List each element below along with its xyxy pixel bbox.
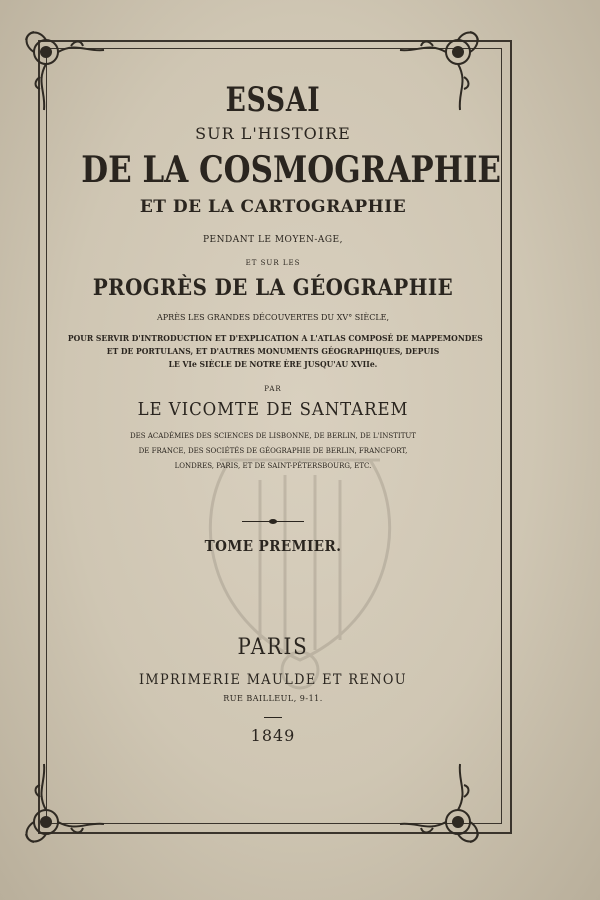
divider xyxy=(264,717,282,718)
description-line: ET DE PORTULANS, ET D'AUTRES MONUMENTS GÉOGRAPHIQUES, DEPUIS xyxy=(106,346,440,356)
affiliation-line: DE FRANCE, DES SOCIÉTÉS DE GÉOGRAPHIE DE BERLIN, FRANCFORT, xyxy=(138,446,408,455)
subtitle-et-sur: ET SUR LES xyxy=(245,259,301,267)
description-line: POUR SERVIR D'INTRODUCTION ET D'EXPLICATION A L'ATLAS COMPOSÉ DE MAPPEMONDES xyxy=(67,333,483,343)
description-line: LE VIe SIÈCLE DE NOTRE ÈRE JUSQU'AU XVIIe. xyxy=(168,359,378,369)
by-label: PAR xyxy=(264,385,282,393)
printer-address: RUE BAILLEUL, 9-11. xyxy=(223,694,323,703)
divider-ornament xyxy=(242,519,304,525)
title-cartographie: ET DE LA CARTOGRAPHIE xyxy=(139,197,407,217)
subtitle-pendant: PENDANT LE MOYEN-AGE, xyxy=(202,235,343,245)
title-progres: PROGRÈS DE LA GÉOGRAPHIE xyxy=(92,275,454,301)
affiliation-line: LONDRES, PARIS, ET DE SAINT-PÉTERSBOURG, ETC. xyxy=(174,461,372,470)
publisher-city: PARIS xyxy=(237,635,309,660)
title-cosmographie: DE LA COSMOGRAPHIE xyxy=(81,149,502,191)
title-sur: SUR L'HISTOIRE xyxy=(195,124,351,143)
volume-label: TOME PREMIER. xyxy=(204,537,342,555)
author-name: LE VICOMTE DE SANTAREM xyxy=(137,399,409,420)
subtitle-apres: APRÈS LES GRANDES DÉCOUVERTES DU XV° SIÈCLE, xyxy=(156,313,390,322)
title-text-block xyxy=(50,60,502,745)
ornamental-scroll-icon xyxy=(396,760,488,852)
printer-name: IMPRIMERIE MAULDE ET RENOU xyxy=(138,672,408,688)
affiliation-line: DES ACADÉMIES DES SCIENCES DE LISBONNE, DE BERLIN, DE L'INSTITUT xyxy=(130,431,416,440)
ornamental-scroll-icon xyxy=(16,760,108,852)
title-essai: ESSAI xyxy=(225,80,321,120)
publication-year: 1849 xyxy=(250,726,296,745)
description-block xyxy=(67,332,483,371)
author-affiliations xyxy=(72,428,473,473)
